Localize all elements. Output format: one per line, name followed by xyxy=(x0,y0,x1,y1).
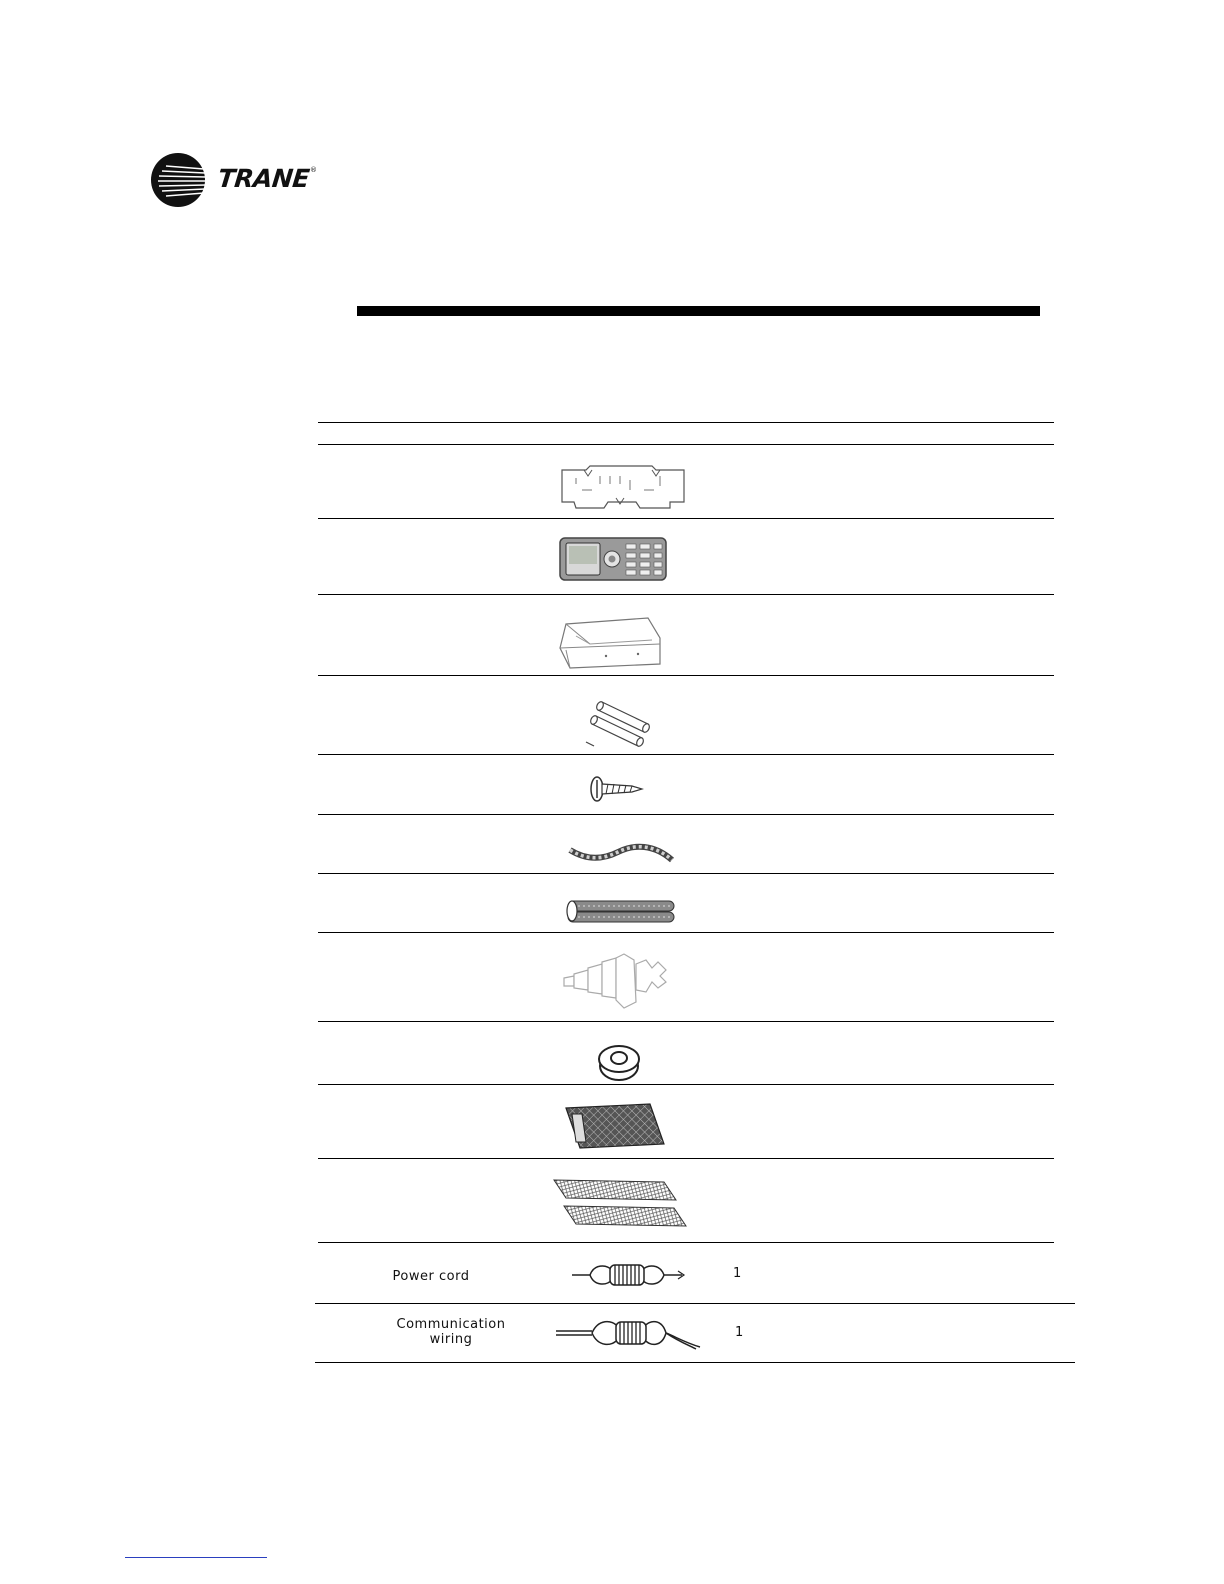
row-divider xyxy=(318,675,1054,676)
row-divider xyxy=(318,1084,1054,1085)
insulation-sleeve-icon xyxy=(564,898,678,926)
mounting-plate-icon xyxy=(556,462,690,512)
table-rule-top xyxy=(318,422,1054,423)
air-filter-icon xyxy=(564,1102,668,1150)
drain-joint-icon xyxy=(562,952,688,1012)
trane-logo-icon xyxy=(150,152,206,208)
item-name: Communication wiring xyxy=(396,1317,506,1347)
row-divider xyxy=(315,1303,1075,1304)
row-divider xyxy=(318,1021,1054,1022)
batteries-icon xyxy=(582,694,662,750)
seal-plug-icon xyxy=(596,1042,642,1084)
row-divider xyxy=(318,754,1054,755)
row-divider xyxy=(318,814,1054,815)
brand-name: TRANE xyxy=(216,164,311,193)
trane-logo xyxy=(150,152,330,212)
row-divider xyxy=(318,518,1054,519)
row-divider xyxy=(318,1158,1054,1159)
mesh-filter-icon xyxy=(552,1178,690,1228)
footer-link-underline[interactable] xyxy=(125,1557,267,1558)
row-divider xyxy=(318,932,1054,933)
table-rule-header xyxy=(318,444,1054,445)
screw-icon xyxy=(588,774,644,804)
power-cord-icon xyxy=(570,1260,686,1290)
row-divider xyxy=(318,594,1054,595)
wrapping-tape-icon xyxy=(568,838,676,868)
communication-wiring-icon xyxy=(554,1315,702,1351)
row-divider xyxy=(318,1242,1054,1243)
item-quantity: 1 xyxy=(733,1266,742,1281)
row-divider xyxy=(318,873,1054,874)
item-quantity: 1 xyxy=(735,1325,744,1340)
registered-mark: ® xyxy=(310,166,317,174)
item-name: Power cord xyxy=(392,1269,470,1284)
remote-controller-icon xyxy=(558,536,668,582)
table-rule-bottom xyxy=(315,1362,1075,1363)
section-title-rule xyxy=(357,306,1040,316)
remote-holder-icon xyxy=(556,614,664,672)
